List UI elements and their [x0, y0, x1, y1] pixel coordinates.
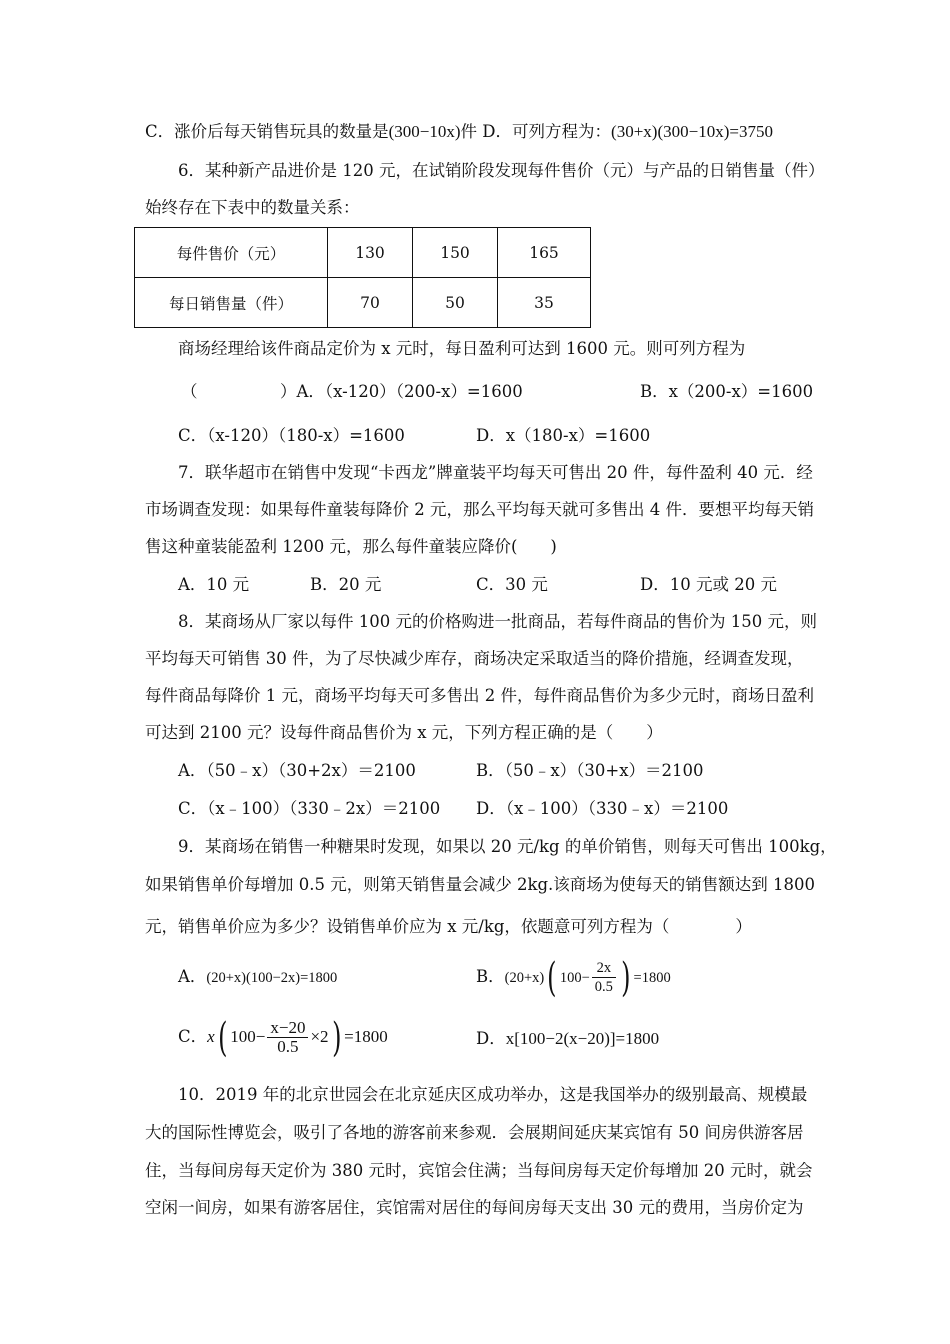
q8-option-b: B．（50﹣x）（30+x）＝2100 [476, 761, 704, 780]
q7-stem-line-1: 7．联华超市在销售中发现“卡西龙”牌童装平均每天可售出 20 件，每件盈利 40 元．经 [178, 463, 813, 482]
q10-stem-line-2: 大的国际性博览会，吸引了各地的游客前来参观．会展期间延庆某宾馆有 50 间房供游客居 [145, 1123, 804, 1142]
right-paren: ) [331, 1014, 342, 1061]
q10-stem-line-1: 10．2019 年的北京世园会在北京延庆区成功举办，这是我国举办的级别最高、规模最 [178, 1085, 808, 1104]
q5-options-cd [145, 121, 773, 143]
q6-option-a: （ ）A．（x-120）（200-x）=1600 [181, 382, 523, 401]
table-cell: 165 [498, 228, 591, 278]
q9-option-b-pre: (20+x) [504, 970, 545, 986]
table-cell: 每日销售量（件） [135, 278, 328, 328]
q8-option-a: A．（50﹣x）（30+2x）＝2100 [178, 761, 416, 780]
table-cell: 130 [328, 228, 413, 278]
q9-option-c [178, 1012, 388, 1062]
q9-option-b-post: =1800 [633, 970, 671, 986]
table-row [135, 278, 591, 328]
left-paren: ( [547, 954, 557, 1001]
q6-stem-line-3: 商场经理给该件商品定价为 x 元时，每日盈利可达到 1600 元。则可列方程为 [178, 339, 746, 358]
fraction-numerator: x−20 [267, 1019, 308, 1038]
fraction-denominator: 0.5 [594, 979, 613, 995]
q9-option-c-times: ×2 [310, 1027, 329, 1046]
table-cell: 35 [498, 278, 591, 328]
q9-option-c-inner: 100− [230, 1027, 266, 1046]
q9-option-b-inner: 100− [559, 970, 590, 986]
q5-option-d-text: D．可列方程为： [482, 122, 612, 141]
q9-option-b-fraction [592, 959, 616, 996]
q7-stem-line-2: 市场调查发现：如果每件童装每降价 2 元，那么平均每天就可多售出 4 件．要想平均每天销 [145, 500, 814, 519]
q10-stem-line-3: 住，当每间房每天定价为 380 元时，宾馆会住满；当每间房每天定价每增加 20 元时，就会 [145, 1161, 813, 1180]
q9-stem-line-1: 9．某商场在销售一种糖果时发现，如果以 20 元/kg 的单价销售，则每天可售出 100kg， [178, 837, 837, 856]
fraction-denominator: 0.5 [277, 1037, 299, 1056]
q5-option-c-text: C．涨价后每天销售玩具的数量是 [145, 122, 389, 141]
q9-option-c-pre: x [207, 1027, 215, 1046]
q8-stem-line-4: 可达到 2100 元？设每件商品售价为 x 元，下列方程正确的是（ ） [145, 723, 663, 742]
q6-price-sales-table [134, 227, 591, 328]
q9-option-d-label: D． [476, 1029, 506, 1048]
q9-option-c-label: C． [178, 1027, 208, 1046]
q7-option-d: D．10 元或 20 元 [640, 575, 777, 594]
q6-stem-line-1: 6．某种新产品进价是 120 元，在试销阶段发现每件售价（元）与产品的日销售量（件） [178, 161, 825, 180]
q8-stem-line-2: 平均每天可销售 30 件，为了尽快减少库存，商场决定采取适当的降价措施，经调查发现， [145, 649, 804, 668]
table-cell: 70 [328, 278, 413, 328]
q9-option-a-expr: (20+x)(100−2x)=1800 [206, 970, 338, 986]
q9-option-a [178, 966, 337, 989]
q6-option-c: C．（x-120）（180-x）=1600 [178, 426, 405, 445]
fraction-numerator: 2x [592, 959, 616, 978]
q8-stem-line-1: 8．某商场从厂家以每件 100 元的价格购进一批商品，若每件商品的售价为 150 元，则 [178, 612, 817, 631]
q8-stem-line-3: 每件商品每降价 1 元，商场平均每天可多售出 2 件，每件商品售价为多少元时，商场日盈利 [145, 686, 814, 705]
q9-option-b [476, 952, 671, 1003]
q6-stem-line-2: 始终存在下表中的数量关系： [145, 198, 360, 217]
table-cell: 150 [413, 228, 498, 278]
q7-option-b: B．20 元 [310, 575, 382, 594]
q5-option-c-unit: 件 [460, 122, 478, 141]
table-cell: 每件售价（元） [135, 228, 328, 278]
q9-option-c-post: =1800 [344, 1027, 388, 1046]
q7-stem-line-3: 售这种童装能盈利 1200 元，那么每件童装应降价( ) [145, 537, 557, 556]
q9-option-d [476, 1028, 659, 1050]
table-cell: 50 [413, 278, 498, 328]
q9-stem-line-2: 如果销售单价每增加 0.5 元，则第天销售量会减少 2kg.该商场为使每天的销售额达到 1800 [145, 875, 816, 894]
q7-option-c: C．30 元 [476, 575, 548, 594]
table-row [135, 228, 591, 278]
q9-option-d-expr: x[100−2(x−20)]=1800 [505, 1029, 660, 1048]
q5-option-d-expr: (30+x)(300−10x)=3750 [611, 122, 773, 141]
q7-option-a: A．10 元 [178, 575, 250, 594]
q6-option-d: D．x（180-x）=1600 [476, 426, 651, 445]
q9-option-a-label: A． [178, 967, 207, 986]
right-paren: ) [621, 954, 631, 1001]
q9-stem-line-3: 元，销售单价应为多少？设销售单价应为 x 元/kg，依题意可列方程为（ ） [145, 917, 752, 936]
q6-option-b: B．x（200-x）=1600 [640, 382, 814, 401]
q8-option-d: D．（x﹣100）（330﹣x）＝2100 [476, 799, 729, 818]
q9-option-c-fraction [267, 1019, 308, 1056]
q9-option-b-label: B． [476, 967, 505, 986]
q10-stem-line-4: 空闲一间房，如果有游客居住，宾馆需对居住的每间房每天支出 30 元的费用，当房价定为 [145, 1198, 804, 1217]
q5-option-c-expr: (300−10x) [388, 122, 461, 141]
q8-option-c: C．（x﹣100）（330﹣2x）＝2100 [178, 799, 441, 818]
left-paren: ( [217, 1014, 228, 1061]
